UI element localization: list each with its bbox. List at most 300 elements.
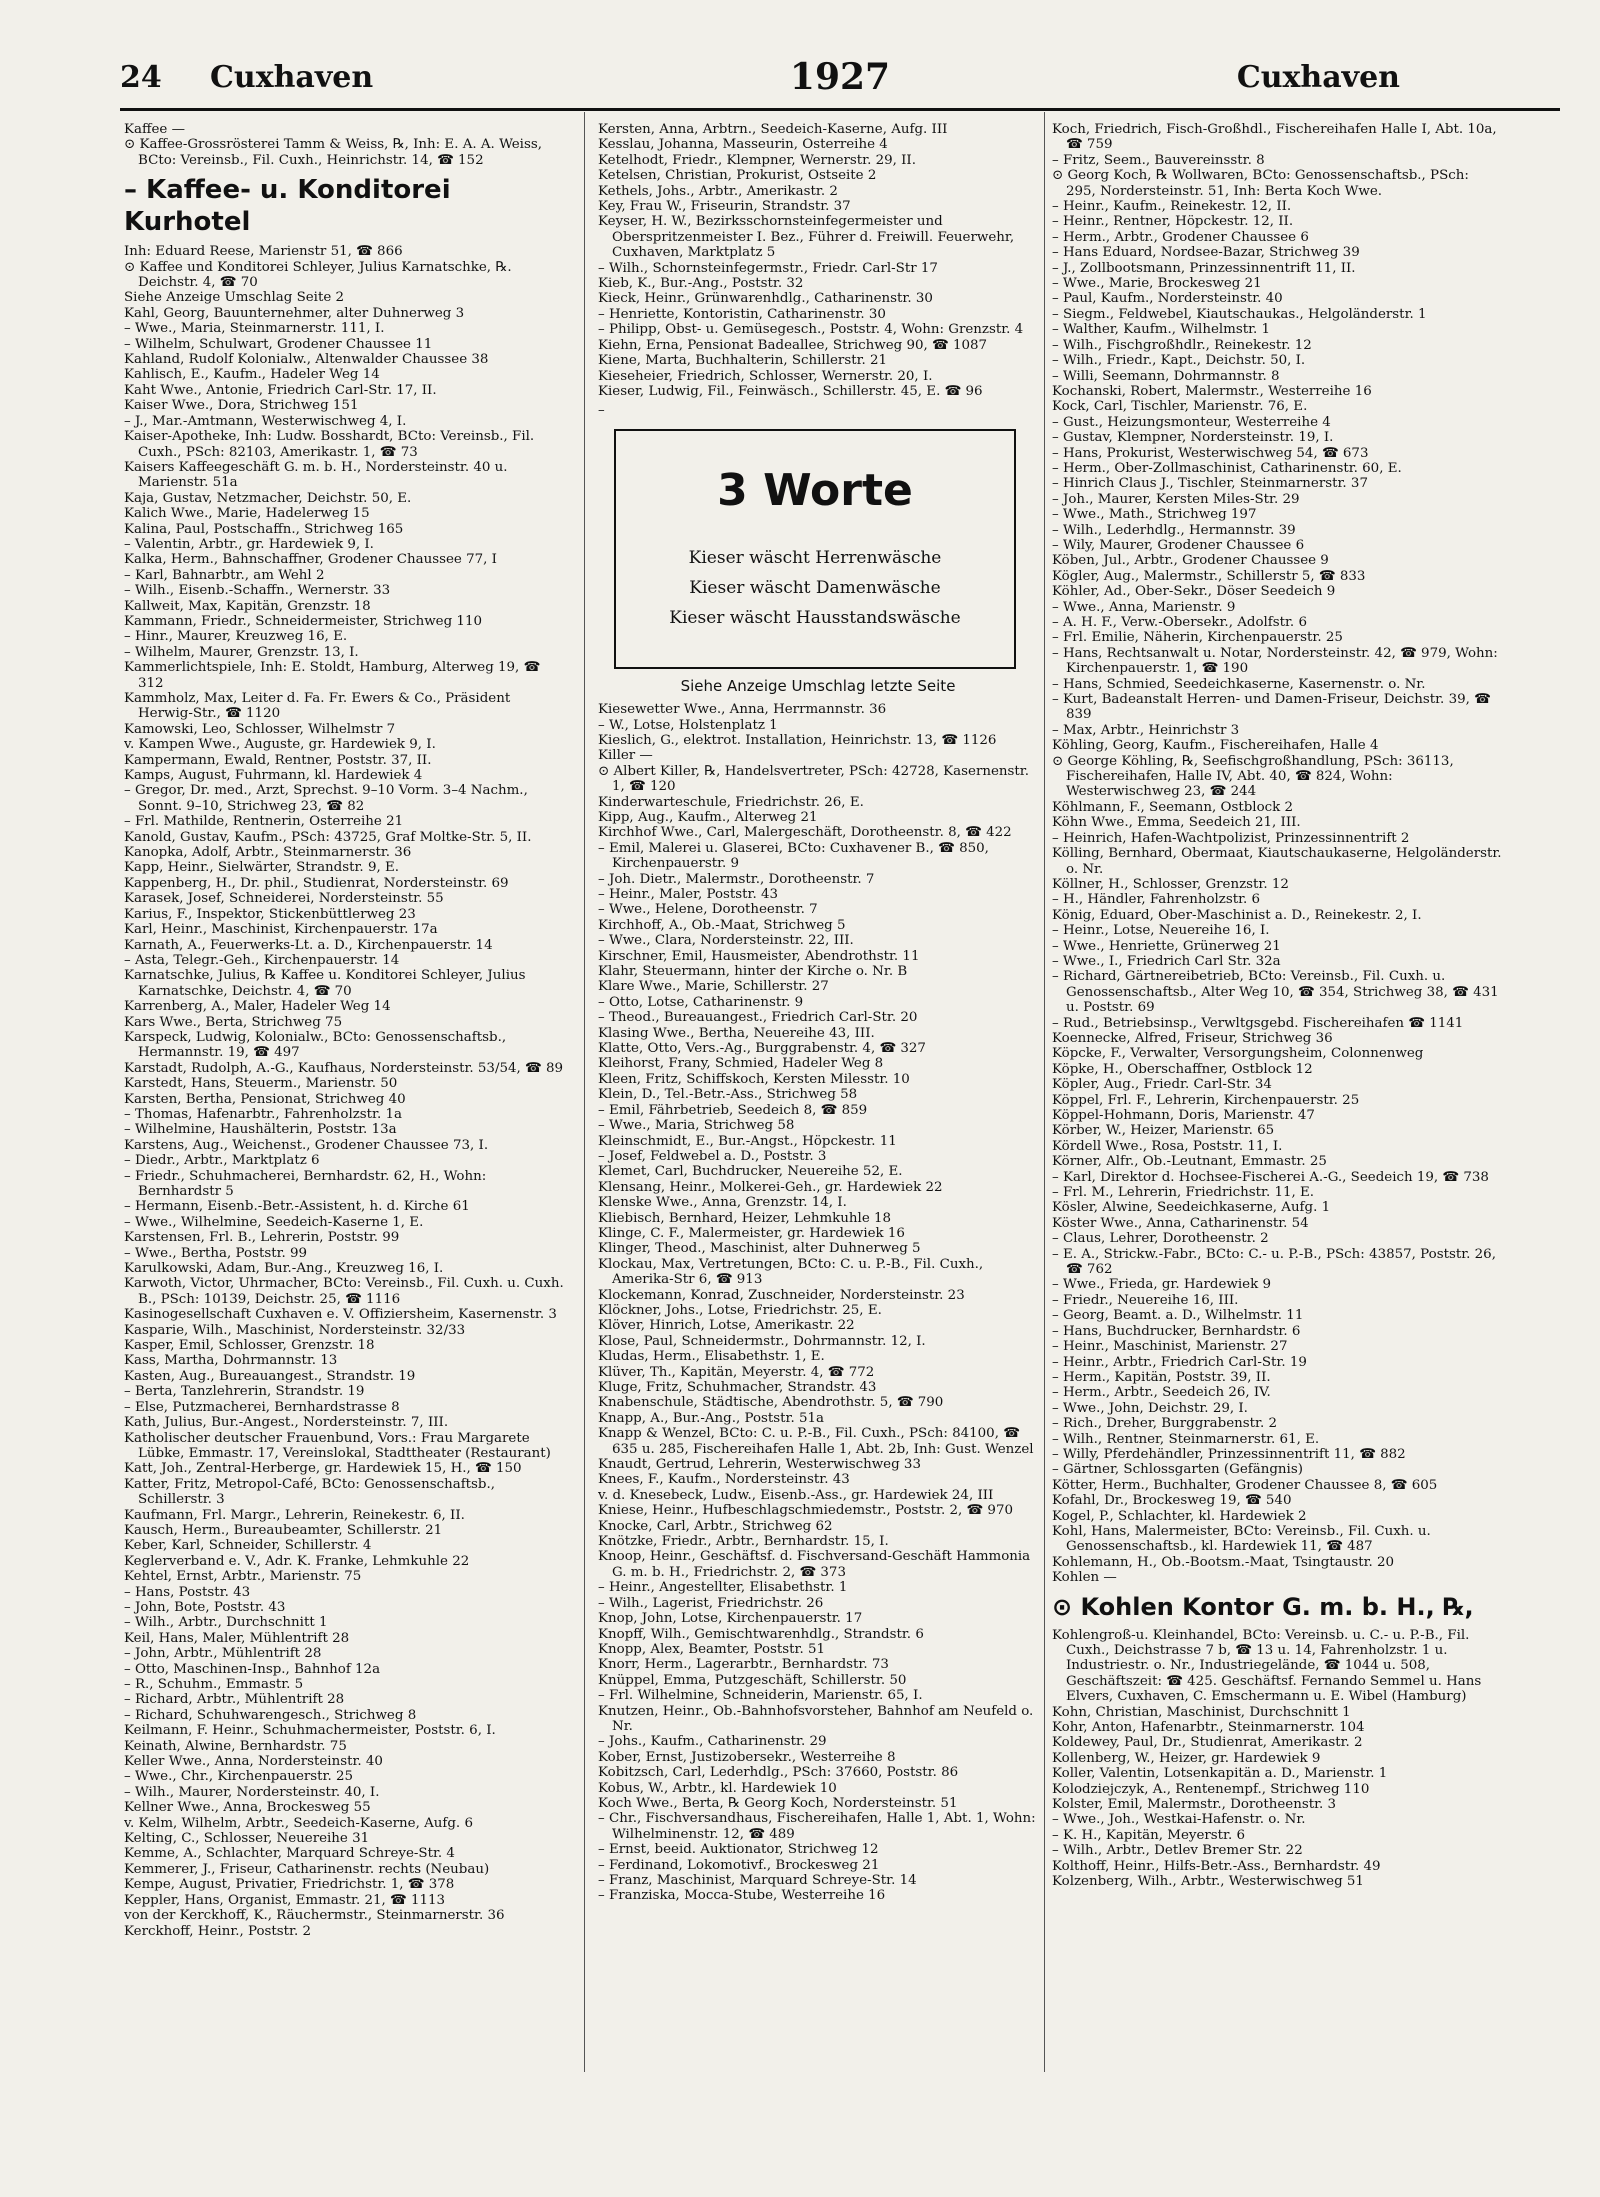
header-rule	[120, 108, 1560, 111]
directory-entry: Knabenschule, Städtische, Abendrothstr. 5, ☎ 790	[598, 1395, 944, 1411]
directory-entry: Katt, Joh., Zentral-Herberge, gr. Hardewiek 15, H., ☎ 150	[124, 1461, 522, 1477]
directory-entry: Kösler, Alwine, Seedeichkaserne, Aufg. 1	[1052, 1200, 1331, 1216]
directory-entry: – Thomas, Hafenarbtr., Fahrenholzstr. 1a	[124, 1106, 402, 1122]
directory-entry: – Herm., Arbtr., Seedeich 26, IV.	[1052, 1385, 1271, 1401]
directory-entry: – Wwe., Marie, Brockesweg 21	[1052, 276, 1262, 292]
directory-entry: – Hans Eduard, Nordsee-Bazar, Strichweg 39	[1052, 245, 1360, 261]
directory-entry: Kahlisch, E., Kaufm., Hadeler Weg 14	[124, 367, 380, 383]
directory-entry: Kamowski, Leo, Schlosser, Wilhelmstr 7	[124, 721, 396, 737]
directory-entry: – Wwe., I., Friedrich Carl Str. 32a	[1052, 953, 1281, 969]
directory-entry: Kempe, August, Privatier, Friedrichstr. 1, ☎ 378	[124, 1877, 455, 1893]
directory-entry: – Wilh., Fischgroßhdlr., Reinekestr. 12	[1052, 337, 1312, 353]
directory-entry: Kallweit, Max, Kapitän, Grenzstr. 18	[124, 598, 371, 614]
directory-entry: Kammerlichtspiele, Inh: E. Stoldt, Hamburg, Alterweg 19, ☎ 312	[124, 660, 541, 691]
directory-entry: Karulkowski, Adam, Bur.-Ang., Kreuzweg 16, I.	[124, 1261, 444, 1277]
directory-entry: Kamps, August, Fuhrmann, kl. Hardewiek 4	[124, 768, 423, 784]
directory-entry: Köllner, H., Schlosser, Grenzstr. 12	[1052, 876, 1289, 892]
directory-entry: Knorr, Herm., Lagerarbtr., Bernhardstr. 73	[598, 1657, 889, 1673]
directory-entry: – Valentin, Arbtr., gr. Hardewiek 9, I.	[124, 536, 374, 552]
directory-entry: – John, Arbtr., Mühlentrift 28	[124, 1646, 322, 1662]
directory-entry: Kirchhof Wwe., Carl, Malergeschäft, Dorotheenstr. 8, ☎ 422	[598, 825, 1012, 841]
entry-list	[598, 702, 1038, 1904]
directory-entry: – Wilh., Maurer, Nordersteinstr. 40, I.	[124, 1784, 380, 1800]
directory-entry: Killer —	[598, 748, 653, 764]
directory-entry: Knüppel, Emma, Putzgeschäft, Schillerstr. 50	[598, 1672, 907, 1688]
directory-entry: Köben, Jul., Arbtr., Grodener Chaussee 9	[1052, 553, 1329, 569]
directory-entry: – Chr., Fischversandhaus, Fischereihafen, Halle 1, Abt. 1, Wohn: Wilhelminenstr. 12, ☎ 489	[598, 1811, 1036, 1842]
ad-line: Kieser wäscht Herrenwäsche	[688, 547, 942, 568]
directory-entry: – Hans, Schmied, Seedeichkaserne, Kasernenstr. o. Nr.	[1052, 676, 1426, 692]
directory-entry: – Gregor, Dr. med., Arzt, Sprechst. 9–10 Vorm. 3–4 Nachm., Sonnt. 9–10, Strichweg 23, ☎ 82	[124, 783, 528, 814]
directory-entry: – Asta, Telegr.-Geh., Kirchenpauerstr. 14	[124, 952, 400, 968]
directory-entry: – Heinr., Kaufm., Reinekestr. 12, II.	[1052, 199, 1292, 215]
directory-entry: ⊙ Georg Koch, ℞ Wollwaren, BCto: Genossenschaftsb., PSch: 295, Nordersteinstr. 51, Inh: Berta Koch Wwe.	[1052, 168, 1469, 199]
directory-entry: – Wilh., Arbtr., Durchschnitt 1	[124, 1615, 328, 1631]
directory-entry: Körber, W., Heizer, Marienstr. 65	[1052, 1123, 1275, 1139]
directory-entry: – Joh., Maurer, Kersten Miles-Str. 29	[1052, 491, 1300, 507]
directory-entry: Kötter, Herm., Buchhalter, Grodener Chaussee 8, ☎ 605	[1052, 1477, 1438, 1493]
directory-entry: – Frl. Mathilde, Rentnerin, Osterreihe 21	[124, 814, 404, 830]
directory-entry: Keilmann, F. Heinr., Schuhmachermeister, Poststr. 6, I.	[124, 1723, 496, 1739]
directory-entry: Klare Wwe., Marie, Schillerstr. 27	[598, 979, 829, 995]
directory-entry: – Heinr., Arbtr., Friedrich Carl-Str. 19	[1052, 1354, 1307, 1370]
directory-entry: Kögler, Aug., Malermstr., Schillerstr 5, ☎ 833	[1052, 568, 1366, 584]
entry-list	[124, 244, 564, 1939]
year-title: 1927	[789, 56, 891, 98]
directory-entry: – Frl. M., Lehrerin, Friedrichstr. 11, E.	[1052, 1185, 1315, 1201]
directory-entry: Karwoth, Victor, Uhrmacher, BCto: Vereinsb., Fil. Cuxh. u. Cuxh. B., PSch: 10139, Deichstr. 25, ☎ 1116	[124, 1276, 564, 1307]
directory-entry: – Franz, Maschinist, Marquard Schreye-Str. 14	[598, 1873, 917, 1888]
ad-title: 3 Worte	[717, 464, 913, 516]
directory-entry: Kesslau, Johanna, Masseurin, Osterreihe 4	[598, 137, 888, 153]
directory-entry: – Hans, Prokurist, Westerwischweg 54, ☎ 673	[1052, 445, 1369, 461]
directory-entry: Karstensen, Frl. B., Lehrerin, Poststr. 99	[124, 1230, 400, 1246]
directory-entry: Kiene, Marta, Buchhalterin, Schillerstr. 21	[598, 353, 888, 369]
directory-entry: Knopp, Alex, Beamter, Poststr. 51	[598, 1641, 825, 1657]
directory-entry: Kalich Wwe., Marie, Hadelerweg 15	[124, 506, 370, 522]
directory-entry: Kieser, Ludwig, Fil., Feinwäsch., Schillerstr. 45, E. ☎ 96	[598, 383, 983, 399]
directory-entry: – Heinr., Rentner, Höpckestr. 12, II.	[1052, 214, 1294, 230]
directory-entry: Kolzenberg, Wilh., Arbtr., Westerwischweg 51	[1052, 1874, 1364, 1890]
directory-entry: Köster Wwe., Anna, Catharinenstr. 54	[1052, 1215, 1309, 1231]
directory-entry: Köpke, H., Oberschaffner, Ostblock 12	[1052, 1061, 1313, 1077]
directory-entry: – Wwe., Bertha, Poststr. 99	[124, 1245, 308, 1261]
directory-entry: – E. A., Strickw.-Fabr., BCto: C.- u. P.-B., PSch: 43857, Poststr. 26, ☎ 762	[1052, 1246, 1496, 1278]
ad-note: Siehe Anzeige Umschlag letzte Seite	[680, 676, 956, 695]
directory-entry: – Willi, Seemann, Dohrmannstr. 8	[1052, 368, 1280, 384]
directory-entry: Knees, F., Kaufm., Nordersteinstr. 43	[598, 1472, 850, 1488]
directory-entry: Köhn Wwe., Emma, Seedeich 21, III.	[1052, 815, 1301, 831]
directory-entry: Klenske Wwe., Anna, Grenzstr. 14, I.	[598, 1195, 847, 1211]
directory-entry: Kampermann, Ewald, Rentner, Poststr. 37, II.	[124, 752, 432, 768]
directory-entry: – Else, Putzmacherei, Bernhardstrasse 8	[124, 1399, 400, 1415]
directory-entry: – Frl. Wilhelmine, Schneiderin, Marienstr. 65, I.	[598, 1688, 923, 1704]
directory-entry: Keppler, Hans, Organist, Emmastr. 21, ☎ 1113	[124, 1892, 446, 1908]
directory-entry: – Wilhelm, Maurer, Grenzstr. 13, I.	[124, 644, 359, 660]
directory-entry: Kaufmann, Frl. Margr., Lehrerin, Reinekestr. 6, II.	[124, 1507, 465, 1523]
column-2	[598, 122, 1038, 2072]
directory-entry: Klockau, Max, Vertretungen, BCto: C. u. P.-B., Fil. Cuxh., Amerika-Str 6, ☎ 913	[598, 1256, 984, 1288]
directory-entry: – John, Bote, Poststr. 43	[124, 1599, 286, 1615]
directory-entry: Kemme, A., Schlachter, Marquard Schreye-Str. 4	[124, 1846, 455, 1862]
directory-entry: – Richard, Schuhwarengesch., Strichweg 8	[124, 1707, 417, 1723]
directory-entry: Ketelhodt, Friedr., Klempner, Wernerstr. 29, II.	[598, 152, 916, 168]
directory-entry: Kanopka, Adolf, Arbtr., Steinmarnerstr. 36	[124, 845, 412, 861]
directory-entry: Klahr, Steuermann, hinter der Kirche o. Nr. B	[598, 964, 908, 980]
directory-entry: – Hans, Poststr. 43	[124, 1584, 251, 1600]
directory-entry: Keyser, H. W., Bezirksschornsteinfegermeister und Oberspritzenmeister I. Bez., Führer d. Freiwill. Feuerwehr, Cuxhaven, Marktplatz 5	[598, 214, 1015, 261]
directory-entry: Knopff, Wilh., Gemischtwarenhdlg., Strandstr. 6	[598, 1626, 924, 1642]
directory-entry: – Emil, Fährbetrieb, Seedeich 8, ☎ 859	[598, 1102, 868, 1118]
directory-entry: Karnatschke, Julius, ℞ Kaffee u. Konditorei Schleyer, Julius Karnatschke, Deichstr. 4, ☎ 70	[124, 968, 526, 999]
directory-entry: Kersten, Anna, Arbtrn., Seedeich-Kaserne, Aufg. III	[598, 122, 948, 137]
directory-entry: Kock, Carl, Tischler, Marienstr. 76, E.	[1052, 399, 1308, 415]
directory-entry: – Kurt, Badeanstalt Herren- und Damen-Friseur, Deichstr. 39, ☎ 839	[1052, 692, 1491, 723]
kohlen-kontor-ad: ⊙ Kohlen Kontor G. m. b. H., ℞,	[1052, 1592, 1474, 1621]
directory-entry: v. Kampen Wwe., Auguste, gr. Hardewiek 9, I.	[124, 737, 436, 753]
directory-entry: – Herm., Ober-Zollmaschinist, Catharinenstr. 60, E.	[1052, 460, 1402, 476]
directory-entry: Koller, Valentin, Lotsenkapitän a. D., Marienstr. 1	[1052, 1766, 1388, 1782]
directory-entry: – Friedr., Schuhmacherei, Bernhardstr. 62, H., Wohn: Bernhardstr 5	[124, 1168, 487, 1199]
directory-entry: Knötzke, Friedr., Arbtr., Bernhardstr. 15, I.	[598, 1534, 889, 1550]
directory-entry: Inh: Eduard Reese, Marienstr 51, ☎ 866	[124, 244, 403, 260]
directory-entry: ⊙ Albert Killer, ℞, Handelsvertreter, PSch: 42728, Kasernenstr. 1, ☎ 120	[598, 763, 1029, 795]
directory-entry: Kass, Martha, Dohrmannstr. 13	[124, 1353, 338, 1369]
directory-entry: Kasten, Aug., Bureauangest., Strandstr. 19	[124, 1368, 416, 1384]
directory-entry: – Wwe., Anna, Marienstr. 9	[1052, 599, 1236, 615]
directory-entry: – K. H., Kapitän, Meyerstr. 6	[1052, 1827, 1245, 1843]
column-3	[1052, 122, 1502, 2072]
directory-entry: Kieseheier, Friedrich, Schlosser, Wernerstr. 20, I.	[598, 368, 933, 384]
directory-entry: – Wily, Maurer, Grodener Chaussee 6	[1052, 537, 1305, 553]
directory-entry: Kliebisch, Bernhard, Heizer, Lehmkuhle 18	[598, 1210, 892, 1226]
directory-entry: Kaht Wwe., Antonie, Friedrich Carl-Str. 17, II.	[124, 382, 437, 398]
directory-entry: Karspeck, Ludwig, Kolonialw., BCto: Genossenschaftsb., Hermannstr. 19, ☎ 497	[124, 1029, 507, 1061]
directory-entry: von der Kerckhoff, K., Räuchermstr., Steinmarnerstr. 36	[124, 1908, 505, 1924]
directory-entry: Kahl, Georg, Bauunternehmer, alter Duhnerweg 3	[124, 305, 465, 321]
directory-entry: Kohn, Christian, Maschinist, Durchschnitt 1	[1052, 1704, 1351, 1720]
directory-entry: – Heinr., Maler, Poststr. 43	[598, 887, 779, 902]
directory-entry: – W., Lotse, Holstenplatz 1	[598, 717, 778, 733]
directory-entry: Siehe Anzeige Umschlag Seite 2	[124, 290, 345, 306]
directory-entry: Klockemann, Konrad, Zuschneider, Nordersteinstr. 23	[598, 1287, 965, 1303]
directory-entry: Kördell Wwe., Rosa, Poststr. 11, I.	[1052, 1138, 1283, 1154]
directory-entry: Key, Frau W., Friseurin, Strandstr. 37	[598, 199, 851, 215]
directory-entry: Kofahl, Dr., Brockesweg 19, ☎ 540	[1052, 1493, 1292, 1509]
directory-entry: Klatte, Otto, Vers.-Ag., Burggrabenstr. 4, ☎ 327	[598, 1041, 926, 1057]
directory-entry: Knutzen, Heinr., Ob.-Bahnhofsvorsteher, Bahnhof am Neufeld o. Nr.	[598, 1703, 1034, 1734]
directory-entry: – Georg, Beamt. a. D., Wilhelmstr. 11	[1052, 1308, 1304, 1324]
directory-entry: Kaiser Wwe., Dora, Strichweg 151	[124, 398, 359, 414]
directory-entry: – Walther, Kaufm., Wilhelmstr. 1	[1052, 322, 1271, 338]
directory-entry: – Wilhelmine, Haushälterin, Poststr. 13a	[124, 1122, 397, 1138]
directory-entry: Ketelsen, Christian, Prokurist, Ostseite 2	[598, 168, 877, 184]
directory-entry: – Herm., Arbtr., Grodener Chaussee 6	[1052, 229, 1309, 245]
directory-entry: Kasinogesellschaft Cuxhaven e. V. Offiziersheim, Kasernenstr. 3	[124, 1307, 557, 1323]
directory-entry: – Heinr., Maschinist, Marienstr. 27	[1052, 1339, 1288, 1355]
directory-entry: – Richard, Gärtnereibetrieb, BCto: Vereinsb., Fil. Cuxh. u. Genossenschaftsb., Alter Weg 10, ☎ 354, Strichweg 38, ☎ 431 u. Poststr. 69	[1052, 969, 1499, 1016]
page-header	[120, 56, 1560, 104]
directory-entry: – Wilh., Lagerist, Friedrichstr. 26	[598, 1595, 824, 1611]
directory-entry: Kobus, W., Arbtr., kl. Hardewiek 10	[598, 1780, 837, 1796]
directory-entry: Klein, D., Tel.-Betr.-Ass., Strichweg 58	[598, 1087, 858, 1103]
directory-entry: Kerckhoff, Heinr., Poststr. 2	[124, 1923, 312, 1939]
directory-entry: Kölling, Bernhard, Obermaat, Kiautschaukaserne, Helgoländerstr. o. Nr.	[1052, 846, 1502, 877]
directory-entry: Kanold, Gustav, Kaufm., PSch: 43725, Graf Moltke-Str. 5, II.	[124, 829, 532, 845]
directory-entry: v. Kelm, Wilhelm, Arbtr., Seedeich-Kaserne, Aufg. 6	[124, 1815, 473, 1831]
column-divider	[584, 112, 585, 2072]
column-divider	[1044, 112, 1045, 2072]
directory-entry: Kahland, Rudolf Kolonialw., Altenwalder Chaussee 38	[124, 352, 489, 368]
directory-entry: – Heinr., Lotse, Neuereihe 16, I.	[1052, 923, 1270, 939]
directory-entry: – Johs., Kaufm., Catharinenstr. 29	[598, 1734, 827, 1750]
directory-entry: – Hinrich Claus J., Tischler, Steinmarnerstr. 37	[1052, 476, 1368, 492]
directory-entry: Kirschner, Emil, Hausmeister, Abendrothstr. 11	[598, 948, 920, 964]
directory-entry: – Otto, Lotse, Catharinenstr. 9	[598, 994, 804, 1010]
directory-entry: – Karl, Direktor d. Hochsee-Fischerei A.-G., Seedeich 19, ☎ 738	[1052, 1169, 1489, 1185]
directory-entry: Katholischer deutscher Frauenbund, Vors.: Frau Margarete Lübke, Emmastr. 17, Vereinslokal, Stadttheater (Restaurant)	[124, 1430, 551, 1461]
directory-entry: Kelting, C., Schlosser, Neuereihe 31	[124, 1831, 370, 1847]
directory-entry: Kammholz, Max, Leiter d. Fa. Fr. Ewers & Co., Präsident Herwig-Str., ☎ 1120	[124, 691, 511, 722]
directory-entry: – Wwe., Henriette, Grünerweg 21	[1052, 938, 1281, 954]
directory-entry: – Friedr., Neuereihe 16, III.	[1052, 1292, 1239, 1308]
directory-entry: – Fritz, Seem., Bauvereinsstr. 8	[1052, 152, 1265, 168]
directory-entry: – Herm., Kapitän, Poststr. 39, II.	[1052, 1369, 1271, 1385]
directory-entry: Koennecke, Alfred, Friseur, Strichweg 36	[1052, 1030, 1333, 1046]
kieser-advertisement	[614, 429, 1016, 669]
directory-entry: – Diedr., Arbtr., Marktplatz 6	[124, 1153, 320, 1169]
directory-entry: Kochanski, Robert, Malermstr., Westerreihe 16	[1052, 383, 1372, 399]
directory-entry: Kleihorst, Frany, Schmied, Hadeler Weg 8	[598, 1056, 884, 1072]
directory-entry: Klüver, Th., Kapitän, Meyerstr. 4, ☎ 772	[598, 1364, 875, 1380]
directory-entry: – R., Schuhm., Emmastr. 5	[124, 1677, 304, 1692]
directory-entry: Karius, F., Inspektor, Stickenbüttlerweg 23	[124, 906, 416, 922]
entry-list	[598, 122, 1038, 399]
directory-entry: – Heinrich, Hafen-Wachtpolizist, Prinzessinnentrift 2	[1052, 830, 1410, 846]
directory-entry: – Wilh., Eisenb.-Schaffn., Wernerstr. 33	[124, 583, 391, 599]
directory-entry: – Theod., Bureauangest., Friedrich Carl-Str. 20	[598, 1010, 918, 1026]
directory-entry: Kalka, Herm., Bahnschaffner, Grodener Chaussee 77, I	[124, 552, 497, 568]
directory-entry: Köppel, Frl. F., Lehrerin, Kirchenpauerstr. 25	[1052, 1092, 1360, 1108]
directory-entry: Klensang, Heinr., Molkerei-Geh., gr. Hardewiek 22	[598, 1179, 943, 1195]
directory-entry: Kleinschmidt, E., Bur.-Angst., Höpckestr. 11	[598, 1133, 897, 1149]
directory-entry: – Joh. Dietr., Malermstr., Dorotheenstr. 7	[598, 871, 875, 887]
directory-entry: Kemmerer, J., Friseur, Catharinenstr. rechts (Neubau)	[124, 1861, 490, 1877]
directory-entry: – Ernst, beeid. Auktionator, Strichweg 12	[598, 1842, 879, 1858]
directory-entry: Kasparie, Wilh., Maschinist, Nordersteinstr. 32/33	[124, 1322, 466, 1338]
directory-entry: Kohr, Anton, Hafenarbtr., Steinmarnerstr. 104	[1052, 1720, 1365, 1736]
directory-entry: Kober, Ernst, Justizobersekr., Westerreihe 8	[598, 1749, 896, 1765]
directory-entry: – Claus, Lehrer, Dorotheenstr. 2	[1052, 1231, 1269, 1247]
directory-entry: Kalina, Paul, Postschaffn., Strichweg 165	[124, 521, 404, 537]
directory-entry: Karasek, Josef, Schneiderei, Nordersteinstr. 55	[124, 891, 444, 907]
directory-entry: – Wilh., Schornsteinfegermstr., Friedr. Carl-Str 17	[598, 260, 938, 276]
directory-entry: – A. H. F., Verw.-Obersekr., Adolfstr. 6	[1052, 615, 1307, 630]
directory-entry: Kohlen —	[1052, 1570, 1117, 1586]
running-head-left: Cuxhaven	[210, 60, 374, 95]
directory-entry: – Emil, Malerei u. Glaserei, BCto: Cuxhavener B., ☎ 850, Kirchenpauerstr. 9	[598, 840, 989, 872]
directory-entry: – Rud., Betriebsinsp., Verwltgsgebd. Fischereihafen ☎ 1141	[1052, 1015, 1464, 1031]
directory-entry: Karstens, Aug., Weichenst., Grodener Chaussee 73, I.	[124, 1137, 489, 1153]
directory-entry: – Hans, Buchdrucker, Bernhardstr. 6	[1052, 1323, 1301, 1339]
directory-entry: Kollenberg, W., Heizer, gr. Hardewiek 9	[1052, 1750, 1321, 1766]
directory-entry: – Hinr., Maurer, Kreuzweg 16, E.	[124, 629, 348, 645]
directory-entry: Koldewey, Paul, Dr., Studienrat, Amerikastr. 2	[1052, 1735, 1363, 1751]
directory-entry: Kiesewetter Wwe., Anna, Herrmannstr. 36	[598, 702, 887, 718]
directory-entry: Kellner Wwe., Anna, Brockesweg 55	[124, 1800, 371, 1816]
directory-entry: Knop, John, Lotse, Kirchenpauerstr. 17	[598, 1611, 863, 1627]
directory-entry: Köpcke, F., Verwalter, Versorgungsheim, Colonnenweg	[1052, 1046, 1424, 1062]
directory-entry: – Paul, Kaufm., Nordersteinstr. 40	[1052, 291, 1283, 307]
directory-entry: Knaudt, Gertrud, Lehrerin, Westerwischweg 33	[598, 1457, 921, 1473]
directory-entry: – Gust., Heizungsmonteur, Westerreihe 4	[1052, 414, 1331, 430]
directory-entry: – Wwe., Clara, Nordersteinstr. 22, III.	[598, 933, 854, 949]
directory-entry: Kluge, Fritz, Schuhmacher, Strandstr. 43	[598, 1380, 877, 1395]
directory-entry: Kaja, Gustav, Netzmacher, Deichstr. 50, E.	[124, 490, 412, 506]
directory-entry: Klemet, Carl, Buchdrucker, Neuereihe 52, E.	[598, 1164, 903, 1180]
directory-entry: – Karl, Bahnarbtr., am Wehl 2	[124, 567, 325, 583]
directory-entry: – Wwe., Helene, Dorotheenstr. 7	[598, 902, 818, 918]
directory-entry: Köpler, Aug., Friedr. Carl-Str. 34	[1052, 1077, 1272, 1093]
directory-entry: – Max, Arbtr., Heinrichstr 3	[1052, 722, 1240, 738]
directory-entry: Karnath, A., Feuerwerks-Lt. a. D., Kirchenpauerstr. 14	[124, 937, 493, 953]
directory-entry: – Wwe., Maria, Steinmarnerstr. 111, I.	[124, 321, 385, 337]
directory-entry: Klasing Wwe., Bertha, Neuereihe 43, III.	[598, 1025, 875, 1041]
directory-entry: – Josef, Feldwebel a. D., Poststr. 3	[598, 1148, 827, 1164]
entry-list	[124, 122, 564, 168]
directory-entry: – Siegm., Feldwebel, Kiautschaukas., Helgoländerstr. 1	[1052, 306, 1427, 322]
directory-entry: Kiehn, Erna, Pensionat Badeallee, Strichweg 90, ☎ 1087	[598, 337, 988, 353]
directory-entry: Köhler, Ad., Ober-Sekr., Döser Seedeich 9	[1052, 584, 1336, 600]
directory-entry: – Philipp, Obst- u. Gemüsegesch., Poststr. 4, Wohn: Grenzstr. 4	[598, 322, 1024, 338]
entry-list	[1052, 122, 1502, 1586]
directory-entry: Kirchhoff, A., Ob.-Maat, Strichweg 5	[598, 917, 846, 933]
directory-entry: Knoop, Heinr., Geschäftsf. d. Fischversand-Geschäft Hammonia G. m. b. H., Friedrichstr. 2, ☎ 373	[598, 1549, 1031, 1580]
directory-entry: ⊙ Kaffee und Konditorei Schleyer, Julius Karnatschke, ℞. Deichstr. 4, ☎ 70	[124, 259, 512, 291]
directory-entry: – Hans, Rechtsanwalt u. Notar, Nordersteinstr. 42, ☎ 979, Wohn: Kirchenpauerstr. 1, ☎ 190	[1052, 645, 1498, 677]
directory-entry: Koch Wwe., Berta, ℞ Georg Koch, Nordersteinstr. 51	[598, 1795, 958, 1811]
directory-entry: Kappenberg, H., Dr. phil., Studienrat, Nordersteinstr. 69	[124, 875, 509, 891]
directory-entry: – Wilh., Friedr., Kapt., Deichstr. 50, I.	[1052, 353, 1306, 369]
directory-entry: ⊙ George Köhling, ℞, Seefischgroßhandlung, PSch: 36113, Fischereihafen, Halle IV, Abt. 40, ☎ 824, Wohn: Westerwischweg 23, ☎ 244	[1052, 753, 1454, 800]
directory-entry: Kars Wwe., Berta, Strichweg 75	[124, 1014, 343, 1030]
directory-entry: Knapp, A., Bur.-Ang., Poststr. 51a	[598, 1410, 825, 1426]
directory-entry: Keinath, Alwine, Bernhardstr. 75	[124, 1738, 347, 1754]
directory-entry: Kolthoff, Heinr., Hilfs-Betr.-Ass., Bernhardstr. 49	[1052, 1858, 1381, 1874]
directory-entry: – Richard, Arbtr., Mühlentrift 28	[124, 1692, 345, 1708]
directory-entry: Kethels, Johs., Arbtr., Amerikastr. 2	[598, 183, 838, 199]
directory-entry: Kohl, Hans, Malermeister, BCto: Vereinsb., Fil. Cuxh. u. Genossenschaftsb., kl. Hardewiek 11, ☎ 487	[1052, 1523, 1431, 1555]
directory-entry: – Wwe., Math., Strichweg 197	[1052, 507, 1257, 523]
directory-entry: Keglerverband e. V., Adr. K. Franke, Lehmkuhle 22	[124, 1553, 470, 1569]
directory-entry: – Franziska, Mocca-Stube, Westerreihe 16	[598, 1888, 886, 1904]
directory-entry: Körner, Alfr., Ob.-Leutnant, Emmastr. 25	[1052, 1154, 1327, 1170]
directory-entry: Köhlmann, F., Seemann, Ostblock 2	[1052, 799, 1294, 815]
directory-entry: – Wwe., Wilhelmine, Seedeich-Kaserne 1, E.	[124, 1214, 424, 1230]
directory-entry: Karl, Heinr., Maschinist, Kirchenpauerstr. 17a	[124, 922, 438, 938]
directory-entry: Köppel-Hohmann, Doris, Marienstr. 47	[1052, 1108, 1315, 1123]
directory-entry: Katter, Fritz, Metropol-Café, BCto: Genossenschaftsb., Schillerstr. 3	[124, 1476, 496, 1508]
directory-entry: Kieslich, G., elektrot. Installation, Heinrichstr. 13, ☎ 1126	[598, 732, 997, 748]
directory-entry: – Wilh., Rentner, Steinmarnerstr. 61, E.	[1052, 1431, 1320, 1447]
entry-list	[1052, 1628, 1502, 1890]
directory-entry: – Otto, Maschinen-Insp., Bahnhof 12a	[124, 1661, 381, 1677]
directory-entry: Keil, Hans, Maler, Mühlentrift 28	[124, 1630, 350, 1646]
directory-entry: Kath, Julius, Bur.-Angest., Nordersteinstr. 7, III.	[124, 1415, 449, 1431]
directory-entry: Kogel, P., Schlachter, kl. Hardewiek 2	[1052, 1508, 1307, 1524]
directory-entry: Kipp, Aug., Kaufm., Alterweg 21	[598, 809, 818, 825]
directory-entry: Kausch, Herm., Bureaubeamter, Schillerstr. 21	[124, 1522, 443, 1538]
directory-entry: – Wwe., Joh., Westkai-Hafenstr. o. Nr.	[1052, 1812, 1306, 1828]
directory-entry: – Wilhelm, Schulwart, Grodener Chaussee 11	[124, 336, 433, 352]
directory-entry: Kohlemann, H., Ob.-Bootsm.-Maat, Tsingtaustr. 20	[1052, 1554, 1395, 1570]
directory-entry: – Frl. Emilie, Näherin, Kirchenpauerstr. 25	[1052, 630, 1343, 646]
directory-entry: Kaiser-Apotheke, Inh: Ludw. Bosshardt, BCto: Vereinsb., Fil. Cuxh., PSch: 82103, Amerikastr. 1, ☎ 73	[124, 429, 535, 460]
directory-entry: Knocke, Carl, Arbtr., Strichweg 62	[598, 1518, 833, 1534]
directory-entry: Kieck, Heinr., Grünwarenhdlg., Catharinenstr. 30	[598, 291, 933, 307]
directory-entry: Kammann, Friedr., Schneidermeister, Strichweg 110	[124, 613, 482, 629]
directory-entry: Kobitzsch, Carl, Lederhdlg., PSch: 37660, Poststr. 86	[598, 1765, 959, 1781]
directory-entry: Karstedt, Hans, Steuerm., Marienstr. 50	[124, 1076, 398, 1092]
directory-entry: Karrenberg, A., Maler, Hadeler Weg 14	[124, 999, 391, 1015]
directory-entry: König, Eduard, Ober-Maschinist a. D., Reinekestr. 2, I.	[1052, 907, 1422, 923]
directory-entry: ⊙ Kaffee-Grossrösterei Tamm & Weiss, ℞, Inh: E. A. A. Weiss, BCto: Vereinsb., Fil. Cuxh., Heinrichstr. 14, ☎ 152	[124, 137, 542, 168]
directory-entry: Kludas, Herm., Elisabethstr. 1, E.	[598, 1349, 825, 1365]
dash-separator: –	[598, 403, 605, 419]
directory-entry: Kolodziejczyk, A., Rentenempf., Strichweg 110	[1052, 1781, 1370, 1797]
directory-entry: Koch, Friedrich, Fisch-Großhdl., Fischereihafen Halle I, Abt. 10a, ☎ 759	[1052, 122, 1497, 153]
directory-entry: – Willy, Pferdehändler, Prinzessinnentrift 11, ☎ 882	[1052, 1446, 1406, 1462]
running-head-right: Cuxhaven	[1236, 60, 1400, 95]
directory-entry: – H., Händler, Fahrenholzstr. 6	[1052, 892, 1261, 908]
directory-entry: – Heinr., Angestellter, Elisabethstr. 1	[598, 1580, 848, 1596]
konditorei-ad: – Kaffee- u. Konditorei Kurhotel	[124, 175, 451, 238]
directory-entry: Knapp & Wenzel, BCto: C. u. P.-B., Fil. Cuxh., PSch: 84100, ☎ 635 u. 285, Fischereihafen Halle 1, Abt. 2b, Inh: Gust. Wenzel	[598, 1426, 1034, 1457]
directory-entry: Klöckner, Johs., Lotse, Friedrichstr. 25, E.	[598, 1302, 882, 1318]
directory-entry: Klinge, C. F., Malermeister, gr. Hardewiek 16	[598, 1225, 905, 1241]
directory-entry: – Wwe., Maria, Strichweg 58	[598, 1118, 795, 1134]
directory-entry: – Ferdinand, Lokomotivf., Brockesweg 21	[598, 1857, 880, 1873]
directory-entry: – Hermann, Eisenb.-Betr.-Assistent, h. d. Kirche 61	[124, 1199, 470, 1215]
column-1	[124, 122, 564, 2072]
directory-entry: Kniese, Heinr., Hufbeschlagschmiedemstr., Poststr. 2, ☎ 970	[598, 1503, 1013, 1519]
directory-entry: – Wwe., Frieda, gr. Hardewiek 9	[1052, 1277, 1271, 1293]
directory-entry: Klose, Paul, Schneidermstr., Dohrmannstr. 12, I.	[598, 1333, 926, 1349]
directory-entry: – Wwe., John, Deichstr. 29, I.	[1052, 1400, 1248, 1416]
directory-entry: – Wwe., Chr., Kirchenpauerstr. 25	[124, 1769, 354, 1785]
directory-entry: Karsten, Bertha, Pensionat, Strichweg 40	[124, 1091, 406, 1107]
directory-entry: Karstadt, Rudolph, A.-G., Kaufhaus, Nordersteinstr. 53/54, ☎ 89	[124, 1060, 563, 1076]
directory-entry: Keber, Karl, Schneider, Schillerstr. 4	[124, 1538, 372, 1554]
directory-entry: Kaffee —	[124, 122, 185, 137]
directory-entry: Kehtel, Ernst, Arbtr., Marienstr. 75	[124, 1569, 362, 1585]
directory-entry: – J., Zollbootsmann, Prinzessinnentrift 11, II.	[1052, 260, 1356, 276]
directory-entry: Klinger, Theod., Maschinist, alter Duhnerweg 5	[598, 1241, 921, 1257]
directory-entry: Keller Wwe., Anna, Nordersteinstr. 40	[124, 1754, 383, 1770]
directory-entry: – J., Mar.-Amtmann, Westerwischweg 4, I.	[124, 413, 407, 429]
directory-entry: Köhling, Georg, Kaufm., Fischereihafen, Halle 4	[1052, 738, 1379, 754]
ad-line: Kieser wäscht Hausstandswäsche	[669, 607, 961, 628]
directory-entry: Kolster, Emil, Malermstr., Dorotheenstr. 3	[1052, 1797, 1337, 1813]
directory-entry: Kleen, Fritz, Schiffskoch, Kersten Milesstr. 10	[598, 1071, 910, 1087]
directory-entry: Kinderwarteschule, Friedrichstr. 26, E.	[598, 794, 864, 810]
directory-entry: Kaisers Kaffeegeschäft G. m. b. H., Nordersteinstr. 40 u. Marienstr. 51a	[124, 459, 508, 491]
directory-entry: – Wilh., Arbtr., Detlev Bremer Str. 22	[1052, 1843, 1303, 1859]
ad-line: Kieser wäscht Damenwäsche	[689, 577, 941, 598]
page-number: 24	[120, 60, 162, 95]
directory-entry: v. d. Knesebeck, Ludw., Eisenb.-Ass., gr. Hardewiek 24, III	[598, 1487, 994, 1503]
directory-entry: – Gustav, Klempner, Nordersteinstr. 19, I.	[1052, 430, 1334, 446]
